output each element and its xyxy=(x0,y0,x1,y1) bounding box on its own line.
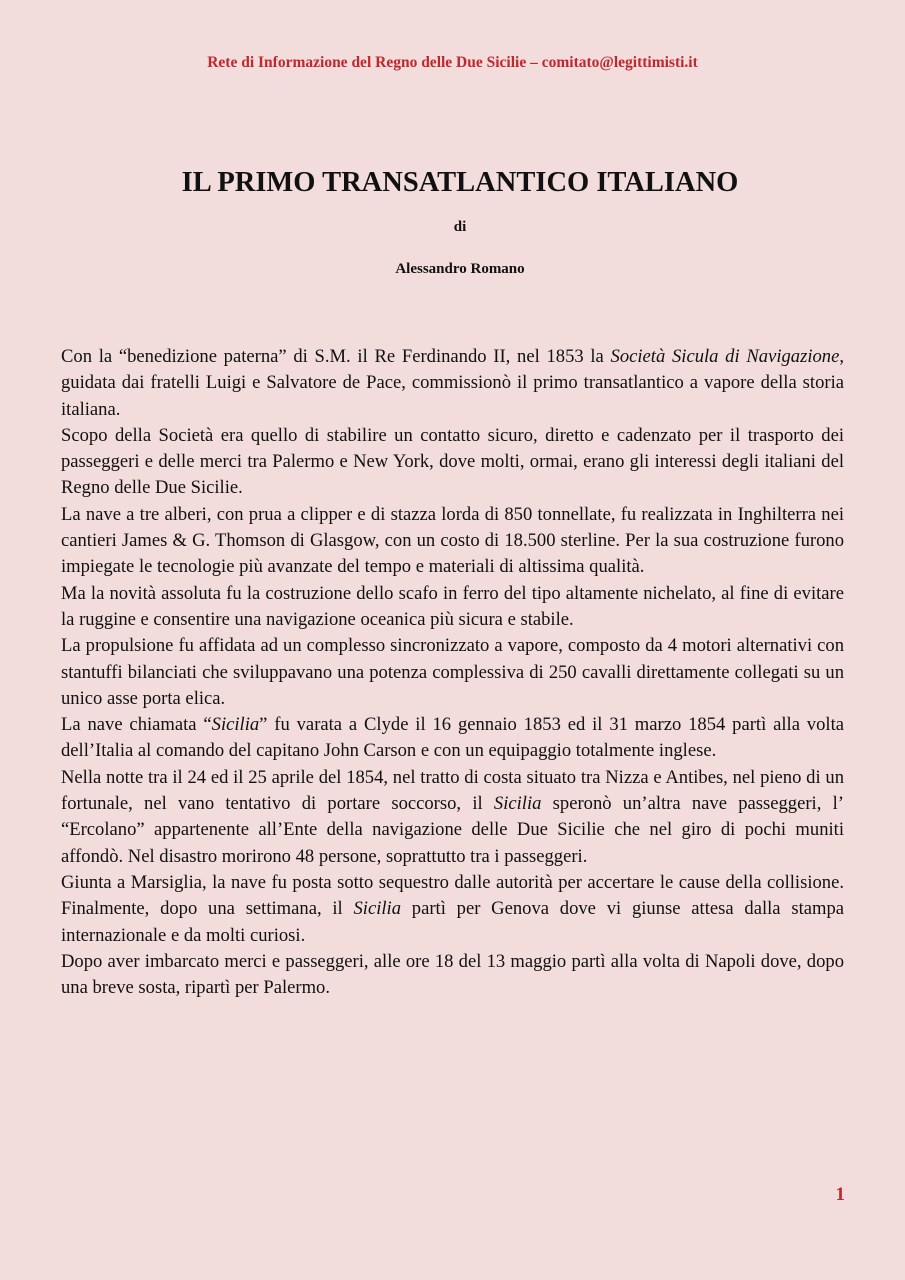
paragraph: La nave chiamata “Sicilia” fu varata a Clyde il 16 gennaio 1853 ed il 31 marzo 1854 partì alla volta dell’Italia al comando del capitano John Carson e con un equipaggio totalmente inglese. xyxy=(61,714,844,762)
paragraph: Dopo aver imbarcato merci e passeggeri, alle ore 18 del 13 maggio partì alla volta di Napoli dove, dopo una breve sosta, ripartì per Palermo. xyxy=(61,950,844,999)
paragraph: La nave a tre alberi, con prua a clipper e di stazza lorda di 850 tonnellate, fu realizzata in Inghilterra nei cantieri James & G. Thomson di Glasgow, con un costo di 18.500 sterline. Per la sua costruzione furono impiegate le tecnologie più avanzate del tempo e materiali di altissima qualità. xyxy=(61,503,844,578)
paragraph: Giunta a Marsiglia, la nave fu posta sotto sequestro dalle autorità per accertare le cause della collisione. Finalmente, dopo una settimana, il Sicilia partì per Genova dove vi giunse attesa dalla stampa internazionale e da molti curiosi. xyxy=(61,871,844,946)
paragraph: Scopo della Società era quello di stabilire un contatto sicuro, diretto e cadenzato per il trasporto dei passeggeri e delle merci tra Palermo e New York, dove molti, ormai, erano gli interessi degli italiani del Regno delle Due Sicilie. xyxy=(61,424,844,499)
paragraph: Ma la novità assoluta fu la costruzione dello scafo in ferro del tipo altamente nichelato, al fine di evitare la ruggine e consentire una navigazione oceanica più sicura e stabile. xyxy=(61,582,844,630)
document-title: IL PRIMO TRANSATLANTICO ITALIANO xyxy=(181,167,739,198)
paragraph: Nella notte tra il 24 ed il 25 aprile del 1854, nel tratto di costa situato tra Nizza e Antibes, nel pieno di un fortunale, nel vano tentativo di portare soccorso, il Sicilia speronò un’altra nave passeggeri, l’ “Ercolano” appartenente all’Ente della navigazione delle Due Sicilie che nel giro di pochi muniti affondò. Nel disastro morirono 48 persone, soprattutto tra i passeggeri. xyxy=(61,766,844,867)
author-name: Alessandro Romano xyxy=(395,261,525,277)
byline: di xyxy=(453,219,467,235)
paragraph: La propulsione fu affidata ad un complesso sincronizzato a vapore, composto da 4 motori alternativi con stantuffi bilanciati che sviluppavano una potenza complessiva di 250 cavalli direttamente collegati su un unico asse porta elica. xyxy=(61,635,844,709)
article-body xyxy=(61,344,844,1001)
header-text: Rete di Informazione del Regno delle Due Sicilie – comitato@legittimisti.it xyxy=(207,54,698,71)
paragraph: Con la “benedizione paterna” di S.M. il Re Ferdinando II, nel 1853 la Società Sicula di Navigazione, guidata dai fratelli Luigi e Salvatore de Pace, commissionò il primo transatlantico a vapore della storia italiana. xyxy=(61,346,844,420)
page-header xyxy=(0,53,905,73)
page-number: 1 xyxy=(835,1184,845,1205)
